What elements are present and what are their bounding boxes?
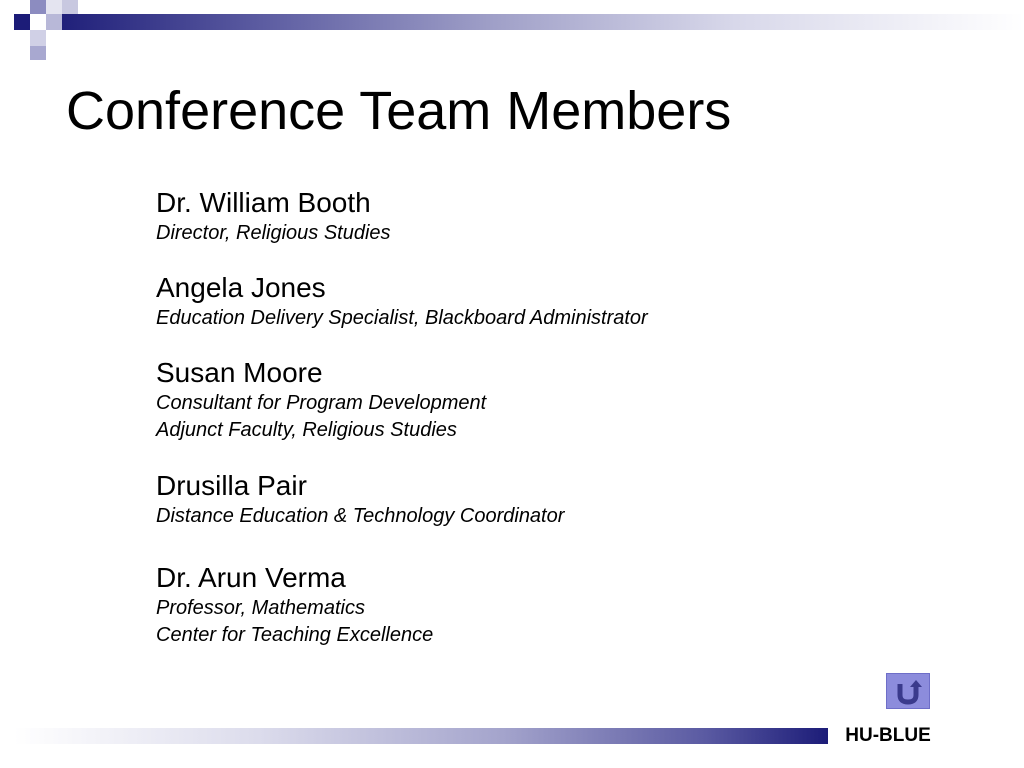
member-name: Drusilla Pair (156, 470, 307, 501)
member-name: Dr. Arun Verma (156, 562, 346, 593)
return-button[interactable] (886, 673, 930, 709)
member-role: Distance Education & Technology Coordinator (156, 505, 565, 527)
decor-square (46, 0, 62, 14)
member-item (156, 561, 936, 649)
return-arrow-icon (887, 674, 929, 708)
member-item (156, 186, 936, 247)
member-role: Education Delivery Specialist, Blackboard Administrator (156, 307, 648, 329)
decor-square (30, 0, 46, 14)
member-role: Center for Teaching Excellence (156, 624, 434, 646)
member-role: Professor, Mathematics (156, 597, 365, 619)
decor-square (30, 46, 46, 60)
slide-title: Conference Team Members (66, 81, 732, 141)
member-item (156, 271, 936, 332)
member-name: Dr. William Booth (156, 187, 371, 218)
member-item (156, 469, 936, 530)
member-name: Susan Moore (156, 357, 323, 388)
decor-square (46, 14, 62, 30)
member-role: Director, Religious Studies (156, 222, 391, 244)
member-name: Angela Jones (156, 272, 326, 303)
top-gradient-bar (62, 14, 1024, 30)
decor-square (14, 14, 30, 30)
member-item (156, 356, 936, 444)
decor-square (62, 0, 78, 14)
decor-square (30, 30, 46, 46)
member-role: Adjunct Faculty, Religious Studies (156, 419, 457, 441)
bottom-gradient-bar (14, 728, 828, 744)
footer-label: HU-BLUE (845, 725, 931, 746)
member-role: Consultant for Program Development (156, 392, 487, 414)
